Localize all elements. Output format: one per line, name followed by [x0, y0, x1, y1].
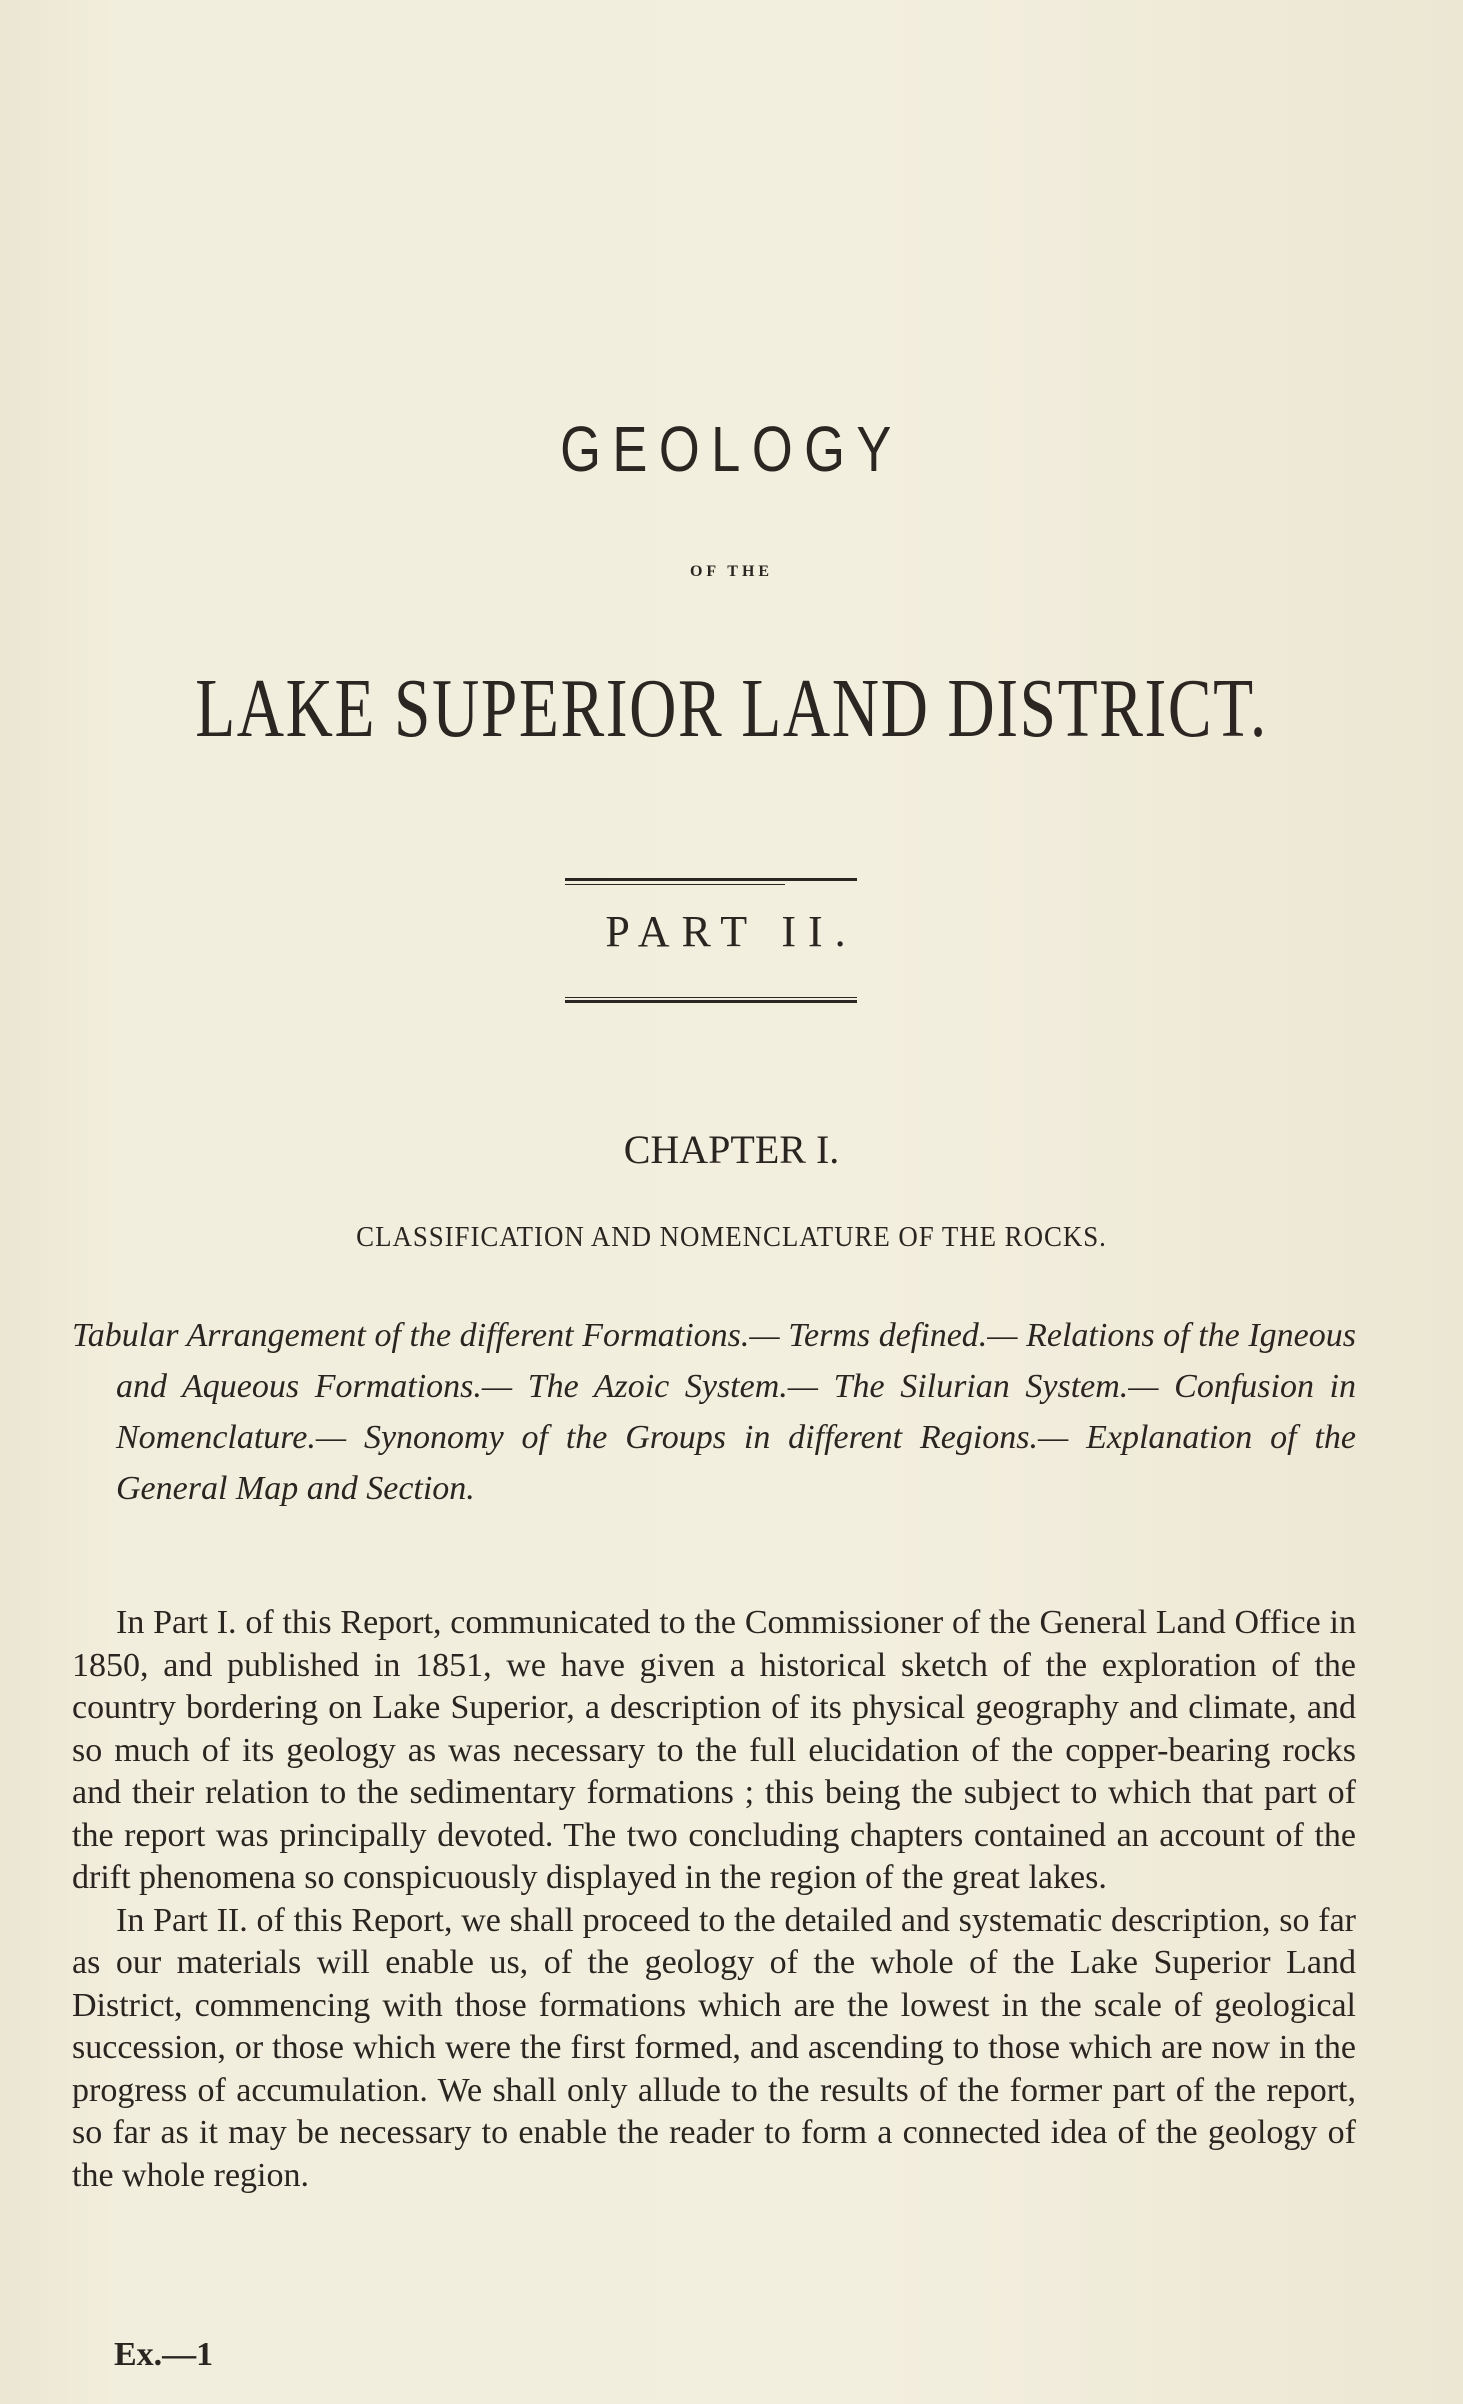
body-text	[72, 1602, 1356, 2197]
chapter-synopsis: Tabular Arrangement of the different Formations.— Terms defined.— Relations of the Igneous and Aqueous Formations.— The Azoic System.— The Silurian System.— Confusion in Nomenclature.— Synonomy of the Groups in different Regions.— Explanation of the General Map and Section.	[72, 1317, 1356, 1507]
main-title: LAKE SUPERIOR LAND DISTRICT.	[195, 662, 1268, 755]
page-heading-geology: GEOLOGY	[560, 413, 903, 485]
signature-mark: Ex.—1	[114, 2336, 214, 2373]
divider-rule-bottom	[565, 1000, 857, 1003]
part-heading: PART II.	[605, 907, 858, 956]
of-the-label: OF THE	[689, 563, 774, 580]
chapter-heading: CHAPTER I.	[623, 1127, 840, 1172]
divider-rule-top	[565, 878, 857, 881]
paragraph-2: In Part II. of this Report, we shall proceed to the detailed and systematic description, so far as our materials will enable us, of the geology of the whole of the Lake Superior Land District, commencing with those formations which are the lowest in the scale of geological succession, or those which were the first formed, and ascending to those which are now in the progress of accumulation. We shall only allude to the results of the former part of the report, so far as it may be necessary to enable the reader to form a connected idea of the geology of the whole region.	[72, 1901, 1356, 2194]
chapter-subtitle: CLASSIFICATION AND NOMENCLATURE OF THE ROCKS.	[356, 1222, 1107, 1253]
paragraph-1: In Part I. of this Report, communicated to the Commissioner of the General Land Office in 1850, and published in 1851, we have given a historical sketch of the exploration of the country bordering on Lake Superior, a description of its physical geography and climate, and so much of its geology as was necessary to the full elucidation of the copper-bearing rocks and their relation to the sedimentary formations ; this being the subject to which that part of the report was principally devoted. The two concluding chapters contained an account of the drift phenomena so conspicuously displayed in the region of the great lakes.	[72, 1604, 1356, 1896]
